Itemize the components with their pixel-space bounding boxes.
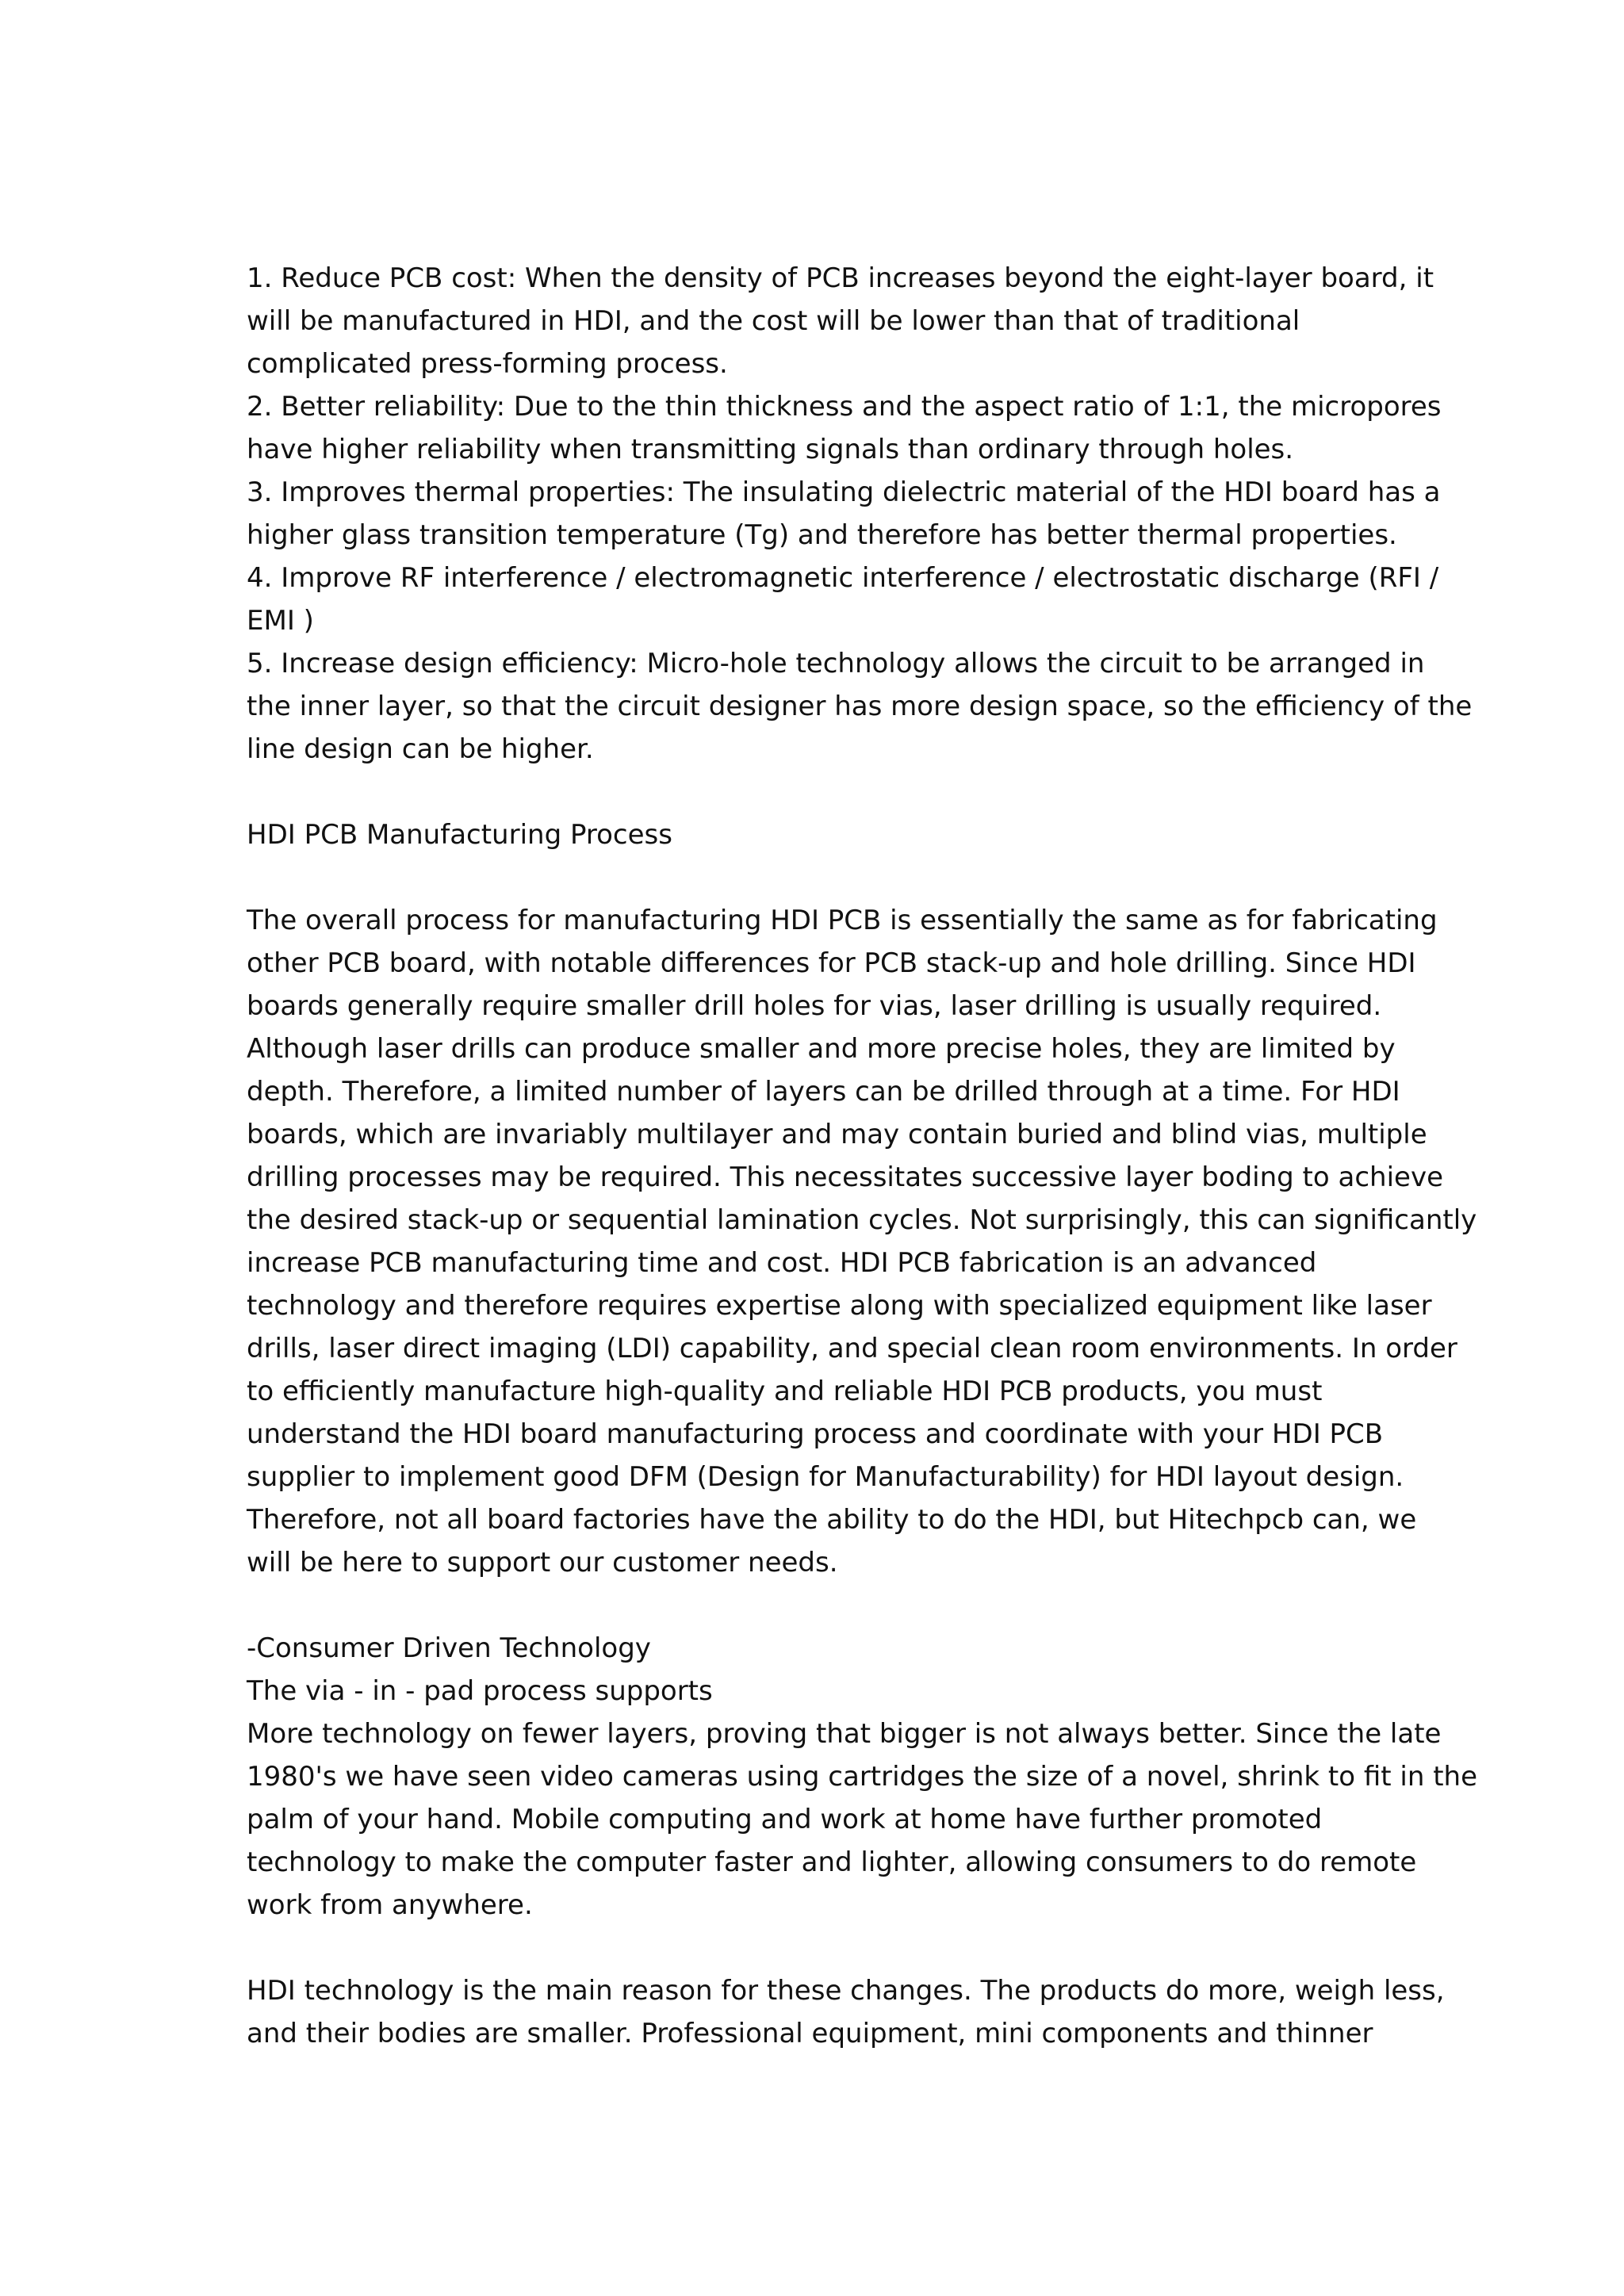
- benefit-item: [247, 557, 1439, 642]
- text-line: 5. Increase design efficiency: Micro-hole technology allows the circuit to be arranged in: [247, 648, 1425, 679]
- paragraph-spacer: [247, 771, 1404, 813]
- paragraph-spacer: [247, 1584, 1404, 1627]
- section-heading: HDI PCB Manufacturing Process: [247, 819, 672, 851]
- text-line: the inner layer, so that the circuit designer has more design space, so the efficiency of the: [247, 691, 1473, 722]
- final-paragraph: [247, 1969, 1445, 2055]
- text-line: line design can be higher.: [247, 733, 594, 765]
- benefit-item: [247, 385, 1442, 471]
- text-line: drills, laser direct imaging (LDI) capability, and special clean room environments. In order: [247, 1333, 1457, 1364]
- text-line: palm of your hand. Mobile computing and work at home have further promoted: [247, 1804, 1323, 1835]
- text-line: 3. Improves thermal properties: The insulating dielectric material of the HDI board has a: [247, 476, 1441, 508]
- text-line: HDI technology is the main reason for these changes. The products do more, weigh less,: [247, 1975, 1445, 2007]
- text-line: increase PCB manufacturing time and cost. HDI PCB fabrication is an advanced: [247, 1247, 1317, 1279]
- paragraph-spacer: [247, 1927, 1404, 1969]
- benefit-item: [247, 642, 1473, 771]
- text-line: the desired stack-up or sequential lamination cycles. Not surprisingly, this can significantly: [247, 1204, 1477, 1236]
- text-line: boards, which are invariably multilayer and may contain buried and blind vias, multiple: [247, 1119, 1427, 1150]
- text-line: Therefore, not all board factories have the ability to do the HDI, but Hitechpcb can, we: [247, 1504, 1417, 1536]
- text-line: will be manufactured in HDI, and the cost will be lower than that of traditional: [247, 305, 1300, 337]
- text-line: technology to make the computer faster and lighter, allowing consumers to do remote: [247, 1846, 1417, 1878]
- text-line: technology and therefore requires expertise along with specialized equipment like laser: [247, 1290, 1432, 1322]
- text-line: to efficiently manufacture high-quality and reliable HDI PCB products, you must: [247, 1376, 1323, 1407]
- text-line: 2. Better reliability: Due to the thin thickness and the aspect ratio of 1:1, the micropores: [247, 391, 1442, 423]
- text-line: other PCB board, with notable differences for PCB stack-up and hole drilling. Since HDI: [247, 947, 1416, 979]
- text-line: Although laser drills can produce smaller and more precise holes, they are limited by: [247, 1033, 1396, 1065]
- text-line: drilling processes may be required. This necessitates successive layer boding to achieve: [247, 1161, 1443, 1193]
- benefit-item: [247, 471, 1441, 557]
- text-line: higher glass transition temperature (Tg) and therefore has better thermal properties.: [247, 519, 1397, 551]
- subheading: The via - in - pad process supports: [247, 1675, 713, 1707]
- text-line: EMI ): [247, 605, 314, 637]
- benefit-item: [247, 257, 1434, 385]
- process-paragraph: [247, 899, 1477, 1584]
- text-line: 1. Reduce PCB cost: When the density of PCB increases beyond the eight-layer board, it: [247, 262, 1434, 294]
- text-line: will be here to support our customer needs.: [247, 1547, 838, 1578]
- text-line: 1980's we have seen video cameras using cartridges the size of a novel, shrink to fit in the: [247, 1761, 1477, 1793]
- text-line: 4. Improve RF interference / electromagnetic interference / electrostatic discharge (RFI /: [247, 562, 1439, 594]
- document-body: [247, 257, 1477, 2055]
- text-line: boards generally require smaller drill holes for vias, laser drilling is usually required.: [247, 990, 1382, 1022]
- consumer-paragraph: [247, 1712, 1477, 1927]
- paragraph-spacer: [247, 856, 1404, 899]
- text-line: complicated press-forming process.: [247, 348, 728, 380]
- text-line: The overall process for manufacturing HDI PCB is essentially the same as for fabricating: [247, 905, 1438, 936]
- text-line: work from anywhere.: [247, 1889, 533, 1921]
- subheading: -Consumer Driven Technology: [247, 1632, 651, 1664]
- text-line: and their bodies are smaller. Professional equipment, mini components and thinner: [247, 2018, 1373, 2049]
- text-line: have higher reliability when transmitting signals than ordinary through holes.: [247, 434, 1294, 465]
- text-line: supplier to implement good DFM (Design for Manufacturability) for HDI layout design.: [247, 1461, 1404, 1493]
- text-line: More technology on fewer layers, proving that bigger is not always better. Since the late: [247, 1718, 1442, 1750]
- text-line: understand the HDI board manufacturing process and coordinate with your HDI PCB: [247, 1418, 1384, 1450]
- text-line: depth. Therefore, a limited number of layers can be drilled through at a time. For HDI: [247, 1076, 1400, 1108]
